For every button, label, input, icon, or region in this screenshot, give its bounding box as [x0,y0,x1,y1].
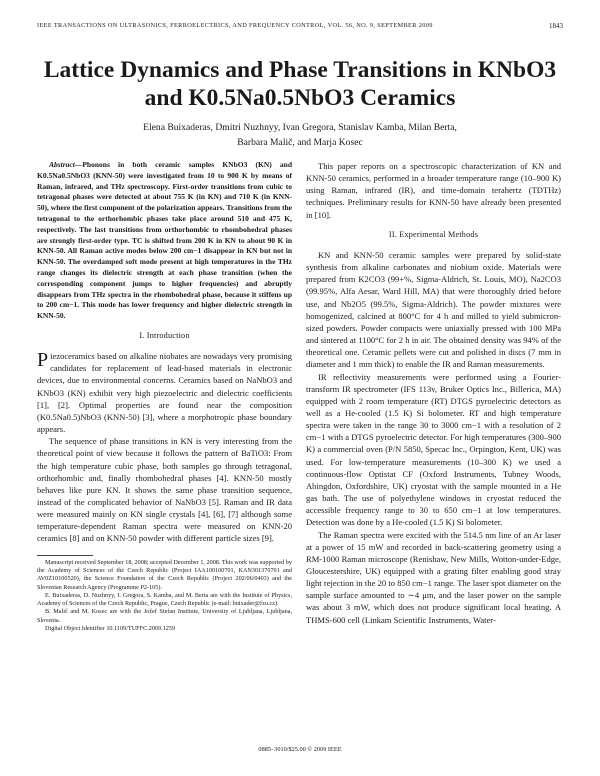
left-column [37,160,292,633]
section-heading-introduction: I. Introduction [139,330,190,340]
methods-paragraph-2: IR reflectivity measurements were performed using a Fourier-transform IR spectrometer (IFS 113v, Bruker Optics Inc., Billerica, MA) equipped with 2 room temperature (RT) DTGS pyroelectric detectors as well as a He-cooled (1.5 K) Si bolometer. RT and high temperature spectra were taken in the range 30 to 3000 cm−1 with a resolution of 2 cm−1 with a DTGS pyroelectric detector. For high temperatures (300–900 K) a commercial oven (P/N 5850, Specac Inc., Orpington, Kent, UK) was used. For low-temperature measurements (10–300 K) we used a continuous-flow Optistat CF (Oxford Instruments, Tubney Woods, Abingdon, Oxfordshire, UK) cryostat with the sample mounted in a He gas bath. The use of polyethylene windows in cryostat reduced the accessible frequency range to 30 to 650 cm−1 at low temperatures. Detection was done by a He-cooled (1.5 K) Si bolometer. [306,371,561,528]
abstract-label: Abstract— [49,160,83,169]
section-heading-methods: II. Experimental Methods [388,229,479,239]
author-list [37,121,563,150]
abstract-text: Phonons in both ceramic samples KNbO3 (KN) and K0.5Na0.5NbO3 (KNN-50) were investigated from 10 to 900 K by means of Raman, infrared, and THz spectroscopy. First-order transitions from cubic to tetragonal phases were detected at about 755 K (in KN) and 710 K (in KNN-50), where the first component of the polarization appears. Transitions from the tetragonal to the orthorhombic phases take place around 510 and 475 K, respectively. The last transitions from orthorhombic to rhombohedral phases are strongly first-order type. TC is shifted from 200 K in KN to about 90 K in KNN-50. All Raman active modes below 200 cm−1 disappear in KN but not in KNN-50. The overdamped soft mode present at high temperatures in the THz range changes its dielectric strength at each phase transition (when the corresponding component jumps to higher frequencies) and abruptly disappears from THz spectra in the rhombohedral phase, because it stiffens up to 200 cm−1. This mode has lower frequency and higher dielectric strength in KNN-50. [37,160,292,321]
footnote-manuscript: Manuscript received September 18, 2008; accepted December 1, 2008. This work was supported by the Academy of Sciences of the Czech Republic (Project IAA100100701, KAN301370701 and AV0Z10100520), the Science Foundation of the Czech Republic (Project 202/06/0403) and the Slovenian Research Agency (Programme P2-105). [37,558,292,591]
methods-paragraph-3: The Raman spectra were excited with the 514.5 nm line of an Ar laser at a power of 15 mW and recorded in back-scattering geometry using a RM-1000 Raman microscope (Renishaw, New Mills, Wotton-under-Edge, Gloucestershire, UK) equipped with a grating filter enabling good stray light rejection in the 20 to 850 cm−1 range. The laser spot diameter on the sample surface amounted to ∼4 μm, and the laser power on the sample was about 3 mW, which does not produce significant local heating. A THMS-600 cell (Linkam Scientific Instruments, Water- [306,529,561,625]
footnote-affiliation-2: B. Malič and M. Kosec are with the Jožef Stefan Institute, University of Ljubljana, Ljubljana, Slovenia. [37,608,292,624]
paper-title: Lattice Dynamics and Phase Transitions in KNbO3 and K0.5Na0.5NbO3 Ceramics [43,57,557,111]
abstract [37,160,292,322]
footnotes [37,559,292,634]
intro-paragraph-2: The sequence of phase transitions in KN is very interesting from the theoretical point of view because it follows the pattern of BaTiO3: From the high temperature cubic phase, both samples go through tetragonal, orthorhombic and, finally rhombohedral phases [4]. KNN-50 mostly behaves like pure KN. It shows the same phase transition sequence, instead of the complicated behavior of NaNbO3 [5]. Raman and IR data were measured mainly on KN single crystals [4], [6], [7] although some temperature-dependent Raman spectra were measured on KNN-20 ceramics [8] and on KNN-50 powder with different particle sizes [9]. [37,436,292,544]
overview-paragraph: This paper reports on a spectroscopic characterization of KN and KNN-50 ceramics, performed in a broader temperature range (10–900 K) using Raman, infrared (IR), and time-domain terahertz (TDTHz) techniques. Preliminary results for KNN-50 have already been presented in [10]. [306,161,561,220]
journal-running-title: IEEE TRANSACTIONS ON ULTRASONICS, FERROELECTRICS, AND FREQUENCY CONTROL, VOL. 56, NO. 9, SEPTEMBER 2009 [37,22,433,29]
running-header [37,22,563,29]
footnote-affiliation-1: E. Buixaderas, D. Nuzhnyy, I. Gregora, S. Kamba, and M. Berta are with the Institute of Physics, Academy of Sciences of the Czech Republic, Prague, Czech Republic (e-mail: buixader@fzu.cz). [37,591,292,608]
methods-paragraph-1: KN and KNN-50 ceramic samples were prepared by solid-state synthesis from alkaline carbonates and niobium oxide. Materials were prepared from K2CO3 (99+%, Sigma-Aldrich, St. Louis, MO), Na2CO3 (99.95%, Alfa Aesar, Ward Hill, MA) that were thoroughly dried before use, and Nb2O5 (99.5%, Sigma-Aldrich). The powder mixtures were homogenized, calcined at 800°C for 4 h and milled to yield submicron-sized powders. Powder compacts were uniaxially pressed with 100 MPa and sintered at 1100°C for 2 h in air. The obtained density was 94% of the theoretical one. Ceramic pellets were cut and polished in discs (7 mm in diameter and 1 mm thick) to enable the IR and Raman measurements. [306,249,561,370]
right-column [306,160,561,626]
footnote-divider [37,555,93,556]
intro-paragraph-1: Piezoceramics based on alkaline niobates are nowadays very promising candidates for replacement of lead-based materials in electronic devices, due to environmental concerns. Ceramics based on NaNbO3 and KNbO3 (KN) exhibit very high piezoelectric and dielectric coefficients [1], [2]. Optimal properties are found near the composition (K0.5Na0.5)NbO3 (KNN-50) [3], where a morphotropic phase boundary appears. [37,349,292,435]
copyright-line: 0885–3010/$25.00 © 2009 IEEE [258,746,342,753]
authors-line-1: Elena Buixaderas, Dmitri Nuzhnyy, Ivan Gregora, Stanislav Kamba, Milan Berta, [143,122,457,133]
authors-line-2: Barbara Malič, and Marja Kosec [237,136,363,148]
page-number: 1843 [549,22,563,30]
footnote-doi: Digital Object Identifier 10.1109/TUFFC.2009.1259 [45,624,176,632]
